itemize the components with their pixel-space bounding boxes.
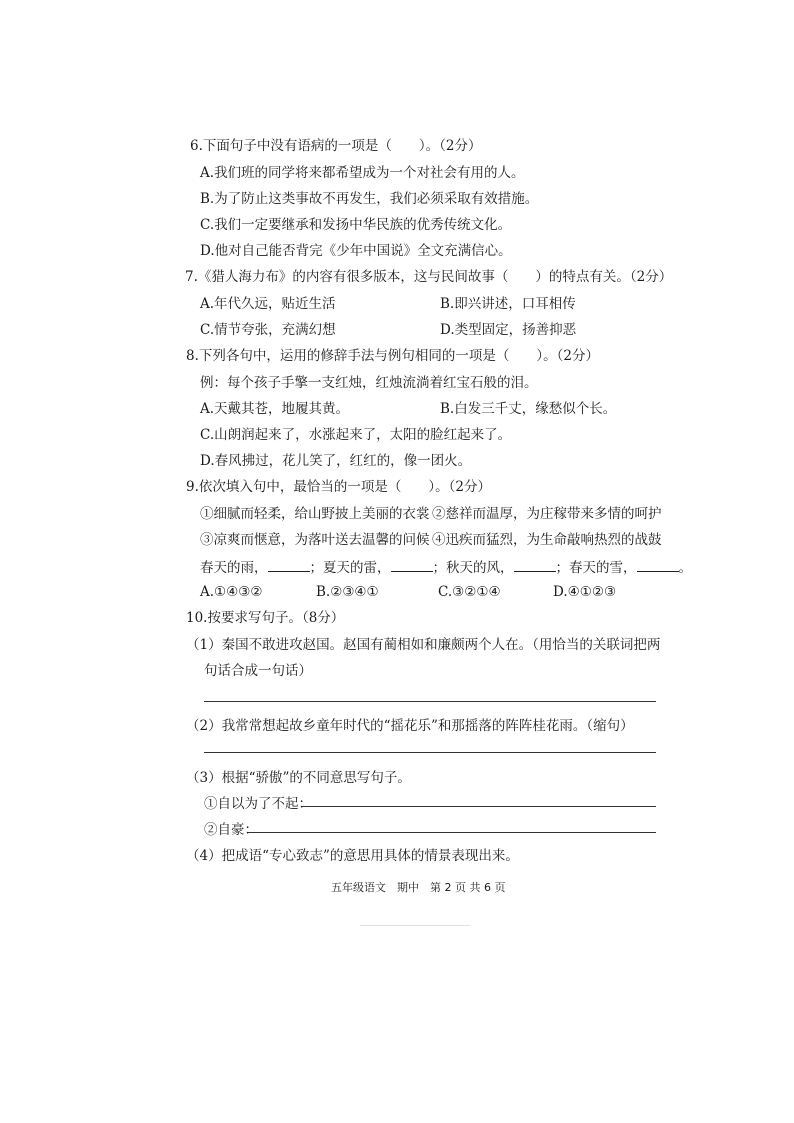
q7-option-c: C.情节夸张，充满幻想 (200, 322, 336, 338)
q10-sub3-item1-answer-line[interactable] (302, 806, 656, 807)
q10-sub1-line2: 句话合成一句话） (204, 663, 312, 679)
q10-sub2: （2）我常常想起故乡童年时代的“摇花乐”和那摇落的阵阵桂花雨。（缩句） (186, 718, 634, 734)
q6-option-d: D.他对自己能否背完《少年中国说》全文充满信心。 (200, 243, 512, 259)
q9-phrase-4: ④迅疾而猛烈，为生命敲响热烈的战鼓 (432, 532, 662, 548)
q8-option-b: B.白发三千丈，缘愁似个长。 (440, 401, 617, 417)
q10-sub3-item2-answer-line[interactable] (248, 832, 656, 833)
q9-option-b: B.②③④① (316, 584, 379, 600)
q9-fill-1: 春天的雨， (200, 560, 268, 576)
q10-sub3-item2: ②自豪： (204, 822, 258, 838)
q9-option-d: D.④①②③ (553, 584, 617, 600)
q9-option-a: A.①④③② (200, 584, 263, 600)
q10-sub1-line1: （1）秦国不敢进攻赵国。赵国有蔺相如和廉颇两个人在。（用恰当的关联词把两 (186, 637, 661, 653)
q9-phrase-3: ③凉爽而惬意，为落叶送去温馨的问候 (200, 532, 430, 548)
q9-blank-1[interactable] (268, 557, 310, 572)
q9-phrase-2: ②慈祥而温厚，为庄稼带来多情的呵护 (432, 506, 662, 522)
q8-option-c: C.山朗润起来了，水涨起来了，太阳的脸红起来了。 (200, 427, 512, 443)
q9-stem: 9.依次填入句中，最恰当的一项是（ ）。（2分） (186, 479, 491, 495)
q9-fill-3: ；秋天的风， (432, 560, 514, 576)
page-footer: 五年级语文 期中 第 2 页 共 6 页 (331, 881, 506, 894)
q9-option-c: C.③②①④ (438, 584, 501, 600)
q6-stem: 6.下面句子中没有语病的一项是（ ）。（2分） (190, 138, 482, 154)
q9-phrase-1: ①细腻而轻柔，给山野披上美丽的衣裳 (200, 506, 430, 522)
q9-blank-4[interactable] (637, 557, 679, 572)
q7-option-b: B.即兴讲述，口耳相传 (440, 296, 576, 312)
q10-sub2-answer-line[interactable] (204, 752, 656, 753)
q9-fill-2: ；夏天的雷， (309, 560, 391, 576)
q7-stem: 7.《猎人海力布》的内容有很多版本，这与民间故事（ ）的特点有关。（2分） (185, 269, 673, 285)
q9-blank-3[interactable] (514, 557, 556, 572)
q9-fill-end: 。 (678, 560, 692, 576)
q6-option-c: C.我们一定要继承和发扬中华民族的优秀传统文化。 (200, 217, 512, 233)
q9-fill-sentence (200, 557, 692, 577)
q10-sub1-answer-line[interactable] (204, 701, 656, 702)
q9-fill-4: ；春天的雪， (555, 560, 637, 576)
q7-option-d: D.类型固定，扬善抑恶 (440, 322, 577, 338)
q10-sub3-item1: ①自以为了不起： (204, 796, 312, 812)
q8-stem: 8.下列各句中，运用的修辞手法与例句相同的一项是（ ）。（2分） (186, 348, 599, 364)
q10-sub3: （3）根据“骄傲”的不同意思写句子。 (186, 770, 411, 786)
q10-sub4: （4）把成语“专心致志”的意思用具体的情景表现出来。 (186, 848, 519, 864)
q9-blank-2[interactable] (391, 557, 433, 572)
q8-example: 例：每个孩子手擎一支红烛，红烛流淌着红宝石般的泪。 (200, 375, 538, 391)
q6-option-b: B.为了防止这类事故不再发生，我们必须采取有效措施。 (200, 191, 539, 207)
q7-option-a: A.年代久远，贴近生活 (200, 296, 336, 312)
q8-option-a: A.天戴其苍，地履其黄。 (200, 401, 350, 417)
scan-smudge (360, 925, 470, 926)
q8-option-d: D.春风拂过，花儿笑了，红红的，像一团火。 (200, 453, 472, 469)
q10-stem: 10.按要求写句子。（8分） (186, 610, 345, 626)
q6-option-a: A.我们班的同学将来都希望成为一个对社会有用的人。 (200, 165, 525, 181)
